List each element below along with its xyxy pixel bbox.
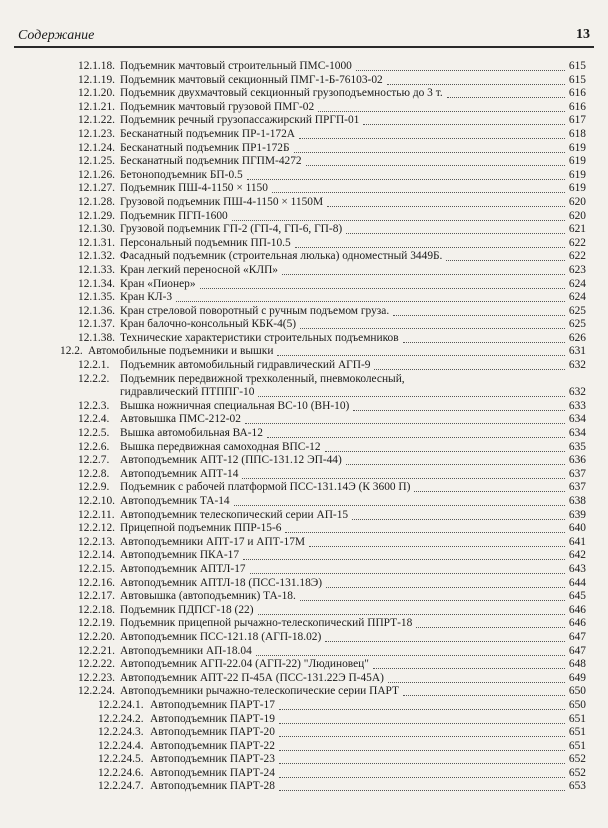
toc-entry-number: 12.1.34. <box>78 277 116 290</box>
toc-entry-number: 12.1.38. <box>78 331 116 344</box>
toc-entry-page: 640 <box>568 522 586 535</box>
toc-leader-dots <box>306 164 565 166</box>
toc-entry-title: Бесканатный подъемник ПГПМ-4272 <box>120 155 302 168</box>
toc-entry[interactable] <box>0 278 608 292</box>
toc-entry-title: Кран «Пионер» <box>120 277 196 290</box>
toc-entry-page: 634 <box>568 427 586 440</box>
toc-entry-page: 620 <box>568 209 586 222</box>
toc-leader-dots <box>279 776 565 778</box>
toc-entry[interactable] <box>0 536 608 550</box>
toc-entry-title: Автоподъемники АПТ-17 и АПТ-17М <box>120 535 306 548</box>
toc-leader-dots <box>200 287 565 289</box>
toc-entry-number: 12.2.13. <box>78 535 116 548</box>
toc-entry-number: 12.2.14. <box>78 549 116 562</box>
toc-entry[interactable] <box>0 413 608 427</box>
toc-entry[interactable] <box>0 427 608 441</box>
toc-entry[interactable] <box>0 780 608 794</box>
toc-entry-title: Бесканатный подъемник ПР-1-172А <box>120 127 296 140</box>
toc-entry[interactable] <box>0 345 608 359</box>
toc-entry-page: 624 <box>568 277 586 290</box>
toc-entry-page: 642 <box>568 549 586 562</box>
toc-leader-dots <box>325 450 565 452</box>
toc-leader-dots <box>279 708 565 710</box>
toc-entry-number: 12.2.4. <box>78 413 110 426</box>
toc-leader-dots <box>234 504 565 506</box>
toc-entry-number: 12.1.29. <box>78 209 116 222</box>
toc-entry-title: Подъемник речный грузопассажирский ПРГП-01 <box>120 114 360 127</box>
toc-entry-title: Автоподъемник ТА-14 <box>120 495 230 507</box>
toc-entry-page: 620 <box>568 195 586 208</box>
toc-leader-dots <box>346 463 565 465</box>
toc-entry[interactable] <box>0 196 608 210</box>
toc-entry-title: Автоподъемник ПАРТ-17 <box>150 698 275 711</box>
toc-leader-dots <box>232 219 565 221</box>
toc-entry[interactable] <box>0 726 608 740</box>
toc-entry-title: Автоподъемник ПКА-17 <box>120 549 240 562</box>
toc-leader-dots <box>393 314 565 316</box>
toc-entry-number: 12.1.36. <box>78 304 116 317</box>
toc-entry-title: Кран легкий переносной «КЛП» <box>120 263 278 276</box>
toc-entry-number: 12.1.23. <box>78 127 116 140</box>
toc-entry[interactable] <box>0 182 608 196</box>
toc-entry-number: 12.2.5. <box>78 427 110 440</box>
toc-entry-number: 12.2.24.1. <box>98 698 144 711</box>
toc-leader-dots <box>403 694 565 696</box>
toc-entry[interactable] <box>0 373 608 400</box>
toc-leader-dots <box>363 123 565 125</box>
toc-leader-dots <box>250 572 565 574</box>
toc-entry-title: Автоподъемник АПТ-22 П-45А (ПСС-131.22Э П-45А) <box>120 671 384 684</box>
toc-leader-dots <box>295 246 565 248</box>
toc-entry-page: 617 <box>568 114 586 127</box>
toc-leader-dots <box>294 151 565 153</box>
toc-entry[interactable] <box>0 577 608 591</box>
toc-entry[interactable] <box>0 250 608 264</box>
toc-entry[interactable] <box>0 155 608 169</box>
toc-entry-number: 12.1.18. <box>78 60 116 72</box>
toc-entry[interactable] <box>0 291 608 305</box>
toc-entry-number: 12.2.24.5. <box>98 753 144 766</box>
toc-entry[interactable] <box>0 128 608 142</box>
toc-entry-title: Автоподъемник ПАРТ-28 <box>150 780 275 793</box>
toc-entry-page: 619 <box>568 141 586 154</box>
toc-leader-dots <box>279 762 565 764</box>
toc-entry-number: 12.1.27. <box>78 182 116 195</box>
toc-entry-number: 12.2.10. <box>78 495 116 507</box>
toc-entry-title: Вышка передвижная самоходная ВПС-12 <box>120 440 321 453</box>
toc-entry-title: Подъемник ПГП-1600 <box>120 209 228 222</box>
toc-leader-dots <box>403 341 565 343</box>
toc-entry-title: Персональный подъемник ПП-10.5 <box>120 236 291 249</box>
toc-leader-dots <box>346 232 565 234</box>
toc-leader-dots <box>243 558 565 560</box>
toc-entry-number: 12.2.24.7. <box>98 780 144 793</box>
toc-entry[interactable] <box>0 454 608 468</box>
toc-entry[interactable] <box>0 767 608 781</box>
toc-entry-page: 619 <box>568 168 586 181</box>
toc-entry-page: 615 <box>568 60 586 72</box>
toc-entry[interactable] <box>0 549 608 563</box>
toc-entry-page: 624 <box>568 291 586 304</box>
toc-entry-number: 12.2.17. <box>78 590 116 603</box>
toc-entry-page: 625 <box>568 304 586 317</box>
toc-entry[interactable] <box>0 468 608 482</box>
toc-entry-page: 636 <box>568 454 586 467</box>
toc-entry-title: Автоподъемник ПАРТ-24 <box>150 766 275 779</box>
toc-entry-title: Автовышка (автоподъемник) ТА-18. <box>120 590 296 603</box>
toc-entry-title: Технические характеристики строительных подъемников <box>120 331 399 344</box>
toc-entry-title: Автоподъемник ПАРТ-23 <box>150 753 275 766</box>
toc-entry-page: 616 <box>568 100 586 113</box>
toc-leader-dots <box>279 722 565 724</box>
toc-entry-title: Кран КЛ-3 <box>120 291 173 304</box>
toc-leader-dots <box>416 626 565 628</box>
toc-entry-title: Подъемник автомобильный гидравлический АГП-9 <box>120 359 371 372</box>
toc-leader-dots <box>256 654 565 656</box>
toc-entry-title: Автомобильные подъемники и вышки <box>88 345 274 358</box>
toc-leader-dots <box>447 96 565 98</box>
toc-entry[interactable] <box>0 645 608 659</box>
toc-leader-dots <box>325 640 565 642</box>
toc-entry[interactable] <box>0 74 608 88</box>
toc-leader-dots <box>352 518 565 520</box>
toc-entry[interactable] <box>0 441 608 455</box>
toc-entry-page: 633 <box>568 399 586 412</box>
toc-entry-title: Автоподъемник АПТЛ-17 <box>120 562 246 575</box>
toc-entry-page: 647 <box>568 644 586 657</box>
toc-leader-dots <box>176 300 565 302</box>
toc-entry-number: 12.1.19. <box>78 73 116 86</box>
toc-leader-dots <box>267 436 565 438</box>
toc-leader-dots <box>279 735 565 737</box>
toc-leader-dots <box>258 613 565 615</box>
toc-entry-title: Подъемник двухмачтовый секционный грузоподъемностью до 3 т. <box>120 87 443 100</box>
toc-entry-number: 12.2.18. <box>78 603 116 616</box>
toc-leader-dots <box>353 409 565 411</box>
toc-entry-page: 651 <box>568 726 586 739</box>
toc-entry[interactable] <box>0 740 608 754</box>
toc-entry[interactable] <box>0 114 608 128</box>
toc-entry-title: Автоподъемники рычажно-телескопические серии ПАРТ <box>120 685 399 698</box>
toc-entry[interactable] <box>0 60 608 74</box>
toc-entry[interactable] <box>0 604 608 618</box>
toc-entry-page: 646 <box>568 617 586 630</box>
toc-entry-number: 12.2.24.4. <box>98 739 144 752</box>
toc-entry[interactable] <box>0 631 608 645</box>
toc-entry-number: 12.2.3. <box>78 399 110 412</box>
toc-leader-dots <box>326 586 565 588</box>
toc-entry-page: 639 <box>568 508 586 521</box>
toc-entry-page: 653 <box>568 780 586 793</box>
toc-entry-page: 615 <box>568 73 586 86</box>
toc-entry-number: 12.1.22. <box>78 114 116 127</box>
toc-entry-page: 650 <box>568 698 586 711</box>
toc-leader-dots <box>242 477 564 479</box>
toc-entry-number: 12.2.12. <box>78 522 116 535</box>
toc-entry-number: 12.2.22. <box>78 658 116 671</box>
toc-leader-dots <box>446 259 564 261</box>
toc-entry-number: 12.2.7. <box>78 454 110 467</box>
toc-entry-page: 626 <box>568 331 586 344</box>
toc-entry[interactable] <box>0 713 608 727</box>
toc-leader-dots <box>373 667 565 669</box>
toc-entry-page: 616 <box>568 87 586 100</box>
toc-entry-title: Подъемник передвижной трехколенный, пневмоколесный, <box>120 372 405 385</box>
toc-entry-page: 652 <box>568 753 586 766</box>
page-number: 13 <box>576 27 590 42</box>
toc-entry-number: 12.1.21. <box>78 100 116 113</box>
toc-entry[interactable] <box>0 237 608 251</box>
table-of-contents <box>0 60 608 794</box>
toc-entry-number: 12.2.24.3. <box>98 726 144 739</box>
toc-entry-title: Подъемник ПДПСГ-18 (22) <box>120 603 254 616</box>
toc-entry-number: 12.2.24.2. <box>98 712 144 725</box>
toc-entry-title: Бетоноподъемник БП-0.5 <box>120 168 243 181</box>
toc-entry-title: Подъемник мачтовый секционный ПМГ-1-Б-76103-02 <box>120 73 383 86</box>
toc-entry[interactable] <box>0 495 608 509</box>
toc-entry-title: Автоподъемник АПТЛ-18 (ПСС-131.18Э) <box>120 576 323 589</box>
toc-entry-number: 12.2.24. <box>78 685 116 698</box>
toc-entry-number: 12.2. <box>60 345 83 358</box>
toc-leader-dots <box>279 749 565 751</box>
toc-entry-number: 12.1.35. <box>78 291 116 304</box>
toc-leader-dots <box>277 354 564 356</box>
toc-entry-page: 638 <box>568 495 586 507</box>
toc-entry-title: Грузовой подъемник ГП-2 (ГП-4, ГП-6, ГП-8) <box>120 223 343 236</box>
toc-entry-page: 619 <box>568 182 586 195</box>
toc-entry-number: 12.2.6. <box>78 440 110 453</box>
toc-entry-title: Подъемник мачтовый строительный ПМС-1000 <box>120 60 352 72</box>
toc-entry-page: 637 <box>568 467 586 480</box>
toc-entry-title: Автоподъемник АГП-22.04 (АГП-22) "Людиновец" <box>120 658 369 671</box>
toc-leader-dots <box>300 327 565 329</box>
toc-entry-page: 632 <box>568 359 586 372</box>
toc-entry-number: 12.2.23. <box>78 671 116 684</box>
toc-entry-page: 643 <box>568 562 586 575</box>
toc-leader-dots <box>387 83 565 85</box>
toc-entry[interactable] <box>0 101 608 115</box>
toc-leader-dots <box>285 531 564 533</box>
toc-leader-dots <box>327 205 565 207</box>
toc-entry-page: 619 <box>568 155 586 168</box>
toc-entry-title: Подъемник прицепной рычажно-телескопический ППРТ-18 <box>120 617 413 630</box>
toc-entry-page: 631 <box>568 345 586 358</box>
toc-entry[interactable] <box>0 617 608 631</box>
toc-entry-page: 651 <box>568 739 586 752</box>
toc-entry[interactable] <box>0 509 608 523</box>
toc-leader-dots <box>258 395 564 397</box>
toc-entry[interactable] <box>0 223 608 237</box>
toc-entry-number: 12.1.26. <box>78 168 116 181</box>
toc-entry-title: Подъемник мачтовый грузовой ПМГ-02 <box>120 100 315 113</box>
toc-entry-number: 12.1.20. <box>78 87 116 100</box>
toc-entry[interactable] <box>0 87 608 101</box>
toc-entry-title: Подъемник ПШ-4-1150 × 1150 <box>120 182 268 195</box>
toc-entry-title-continued: гидравлический ПТППГ-10 <box>120 386 255 399</box>
running-title: Содержание <box>18 28 95 43</box>
toc-entry[interactable] <box>0 264 608 278</box>
toc-entry[interactable] <box>0 563 608 577</box>
toc-entry[interactable] <box>0 753 608 767</box>
toc-entry-title: Автоподъемник ПАРТ-20 <box>150 726 275 739</box>
toc-entry-page: 651 <box>568 712 586 725</box>
toc-entry-title: Автоподъемник ПСС-121.18 (АГП-18.02) <box>120 630 322 643</box>
toc-entry-number: 12.1.30. <box>78 223 116 236</box>
toc-entry[interactable] <box>0 210 608 224</box>
toc-entry-title: Фасадный подъемник (строительная люлька) одноместный 3449Б. <box>120 250 443 263</box>
toc-entry[interactable] <box>0 699 608 713</box>
toc-entry-page: 632 <box>568 386 586 399</box>
toc-entry-title: Бесканатный подъемник ПР1-172Б <box>120 141 290 154</box>
toc-entry-page: 645 <box>568 590 586 603</box>
toc-entry-title: Подъемник с рабочей платформой ПСС-131.14Э (К 3600 П) <box>120 481 411 494</box>
toc-leader-dots <box>374 368 564 370</box>
toc-entry-number: 12.2.15. <box>78 562 116 575</box>
toc-entry-title: Кран балочно-консольный КБК-4(5) <box>120 318 297 331</box>
toc-entry[interactable] <box>0 305 608 319</box>
toc-leader-dots <box>282 273 565 275</box>
toc-entry-title: Грузовой подъемник ПШ-4-1150 × 1150М <box>120 195 324 208</box>
toc-entry-title: Вышка ножничная специальная ВС-10 (ВН-10) <box>120 399 350 412</box>
toc-entry-page: 634 <box>568 413 586 426</box>
toc-entry[interactable] <box>0 400 608 414</box>
toc-entry-title: Кран стреловой поворотный с ручным подъемом груза. <box>120 304 390 317</box>
toc-entry-number: 12.2.11. <box>78 508 115 521</box>
toc-entry-number: 12.2.24.6. <box>98 766 144 779</box>
toc-leader-dots <box>414 490 564 492</box>
toc-entry-number: 12.1.24. <box>78 141 116 154</box>
toc-entry-number: 12.1.37. <box>78 318 116 331</box>
toc-entry[interactable] <box>0 318 608 332</box>
toc-entry[interactable] <box>0 685 608 699</box>
toc-entry-title: Прицепной подъемник ППР-15-6 <box>120 522 282 535</box>
page-header <box>14 20 594 48</box>
toc-entry-number: 12.2.16. <box>78 576 116 589</box>
toc-entry[interactable] <box>0 142 608 156</box>
toc-leader-dots <box>388 681 565 683</box>
toc-leader-dots <box>272 191 565 193</box>
toc-leader-dots <box>247 178 565 180</box>
toc-leader-dots <box>356 69 565 71</box>
toc-entry-page: 637 <box>568 481 586 494</box>
toc-entry-page: 649 <box>568 671 586 684</box>
toc-entry-title: Автоподъемник ПАРТ-22 <box>150 739 275 752</box>
toc-leader-dots <box>279 789 565 791</box>
toc-entry-page: 635 <box>568 440 586 453</box>
toc-entry-title: Автоподъемник ПАРТ-19 <box>150 712 275 725</box>
toc-entry-page: 623 <box>568 263 586 276</box>
toc-entry-number: 12.2.8. <box>78 467 110 480</box>
toc-leader-dots <box>299 137 565 139</box>
toc-entry[interactable] <box>0 672 608 686</box>
toc-leader-dots <box>300 599 565 601</box>
toc-entry-number: 12.1.31. <box>78 236 116 249</box>
toc-leader-dots <box>318 110 565 112</box>
toc-entry-page: 625 <box>568 318 586 331</box>
toc-entry-page: 647 <box>568 630 586 643</box>
toc-entry[interactable] <box>0 658 608 672</box>
toc-entry-page: 650 <box>568 685 586 698</box>
toc-entry-title: Автовышка ПМС-212-02 <box>120 413 241 426</box>
toc-entry-page: 652 <box>568 766 586 779</box>
toc-entry-page: 621 <box>568 223 586 236</box>
toc-entry-title: Автоподъемник АПТ-12 (ППС-131.12 ЭП-44) <box>120 454 342 467</box>
toc-entry[interactable] <box>0 522 608 536</box>
toc-entry-page: 622 <box>568 250 586 263</box>
toc-entry-number: 12.2.21. <box>78 644 116 657</box>
toc-entry-title: Автоподъемник телескопический серии АП-15 <box>120 508 349 521</box>
toc-entry-number: 12.1.33. <box>78 263 116 276</box>
toc-entry-number: 12.2.2. <box>78 372 110 385</box>
toc-entry[interactable] <box>0 169 608 183</box>
toc-entry-page: 648 <box>568 658 586 671</box>
toc-entry-page: 644 <box>568 576 586 589</box>
toc-entry-number: 12.1.32. <box>78 250 116 263</box>
toc-entry-number: 12.2.19. <box>78 617 116 630</box>
toc-entry-page: 618 <box>568 127 586 140</box>
toc-entry-number: 12.2.9. <box>78 481 110 494</box>
toc-entry-page: 646 <box>568 603 586 616</box>
toc-entry[interactable] <box>0 332 608 346</box>
toc-entry-page: 641 <box>568 535 586 548</box>
toc-entry-page: 622 <box>568 236 586 249</box>
toc-entry-number: 12.2.20. <box>78 630 116 643</box>
toc-leader-dots <box>309 545 565 547</box>
toc-leader-dots <box>245 422 565 424</box>
toc-entry-title: Вышка автомобильная ВА-12 <box>120 427 263 440</box>
toc-entry[interactable] <box>0 481 608 495</box>
toc-entry-number: 12.1.25. <box>78 155 116 168</box>
toc-entry-number: 12.1.28. <box>78 195 116 208</box>
toc-entry-number: 12.2.1. <box>78 359 110 372</box>
toc-entry[interactable] <box>0 359 608 373</box>
toc-entry-title: Автоподъемники АП-18.04 <box>120 644 252 657</box>
toc-entry[interactable] <box>0 590 608 604</box>
toc-entry-title: Автоподъемник АПТ-14 <box>120 467 239 480</box>
